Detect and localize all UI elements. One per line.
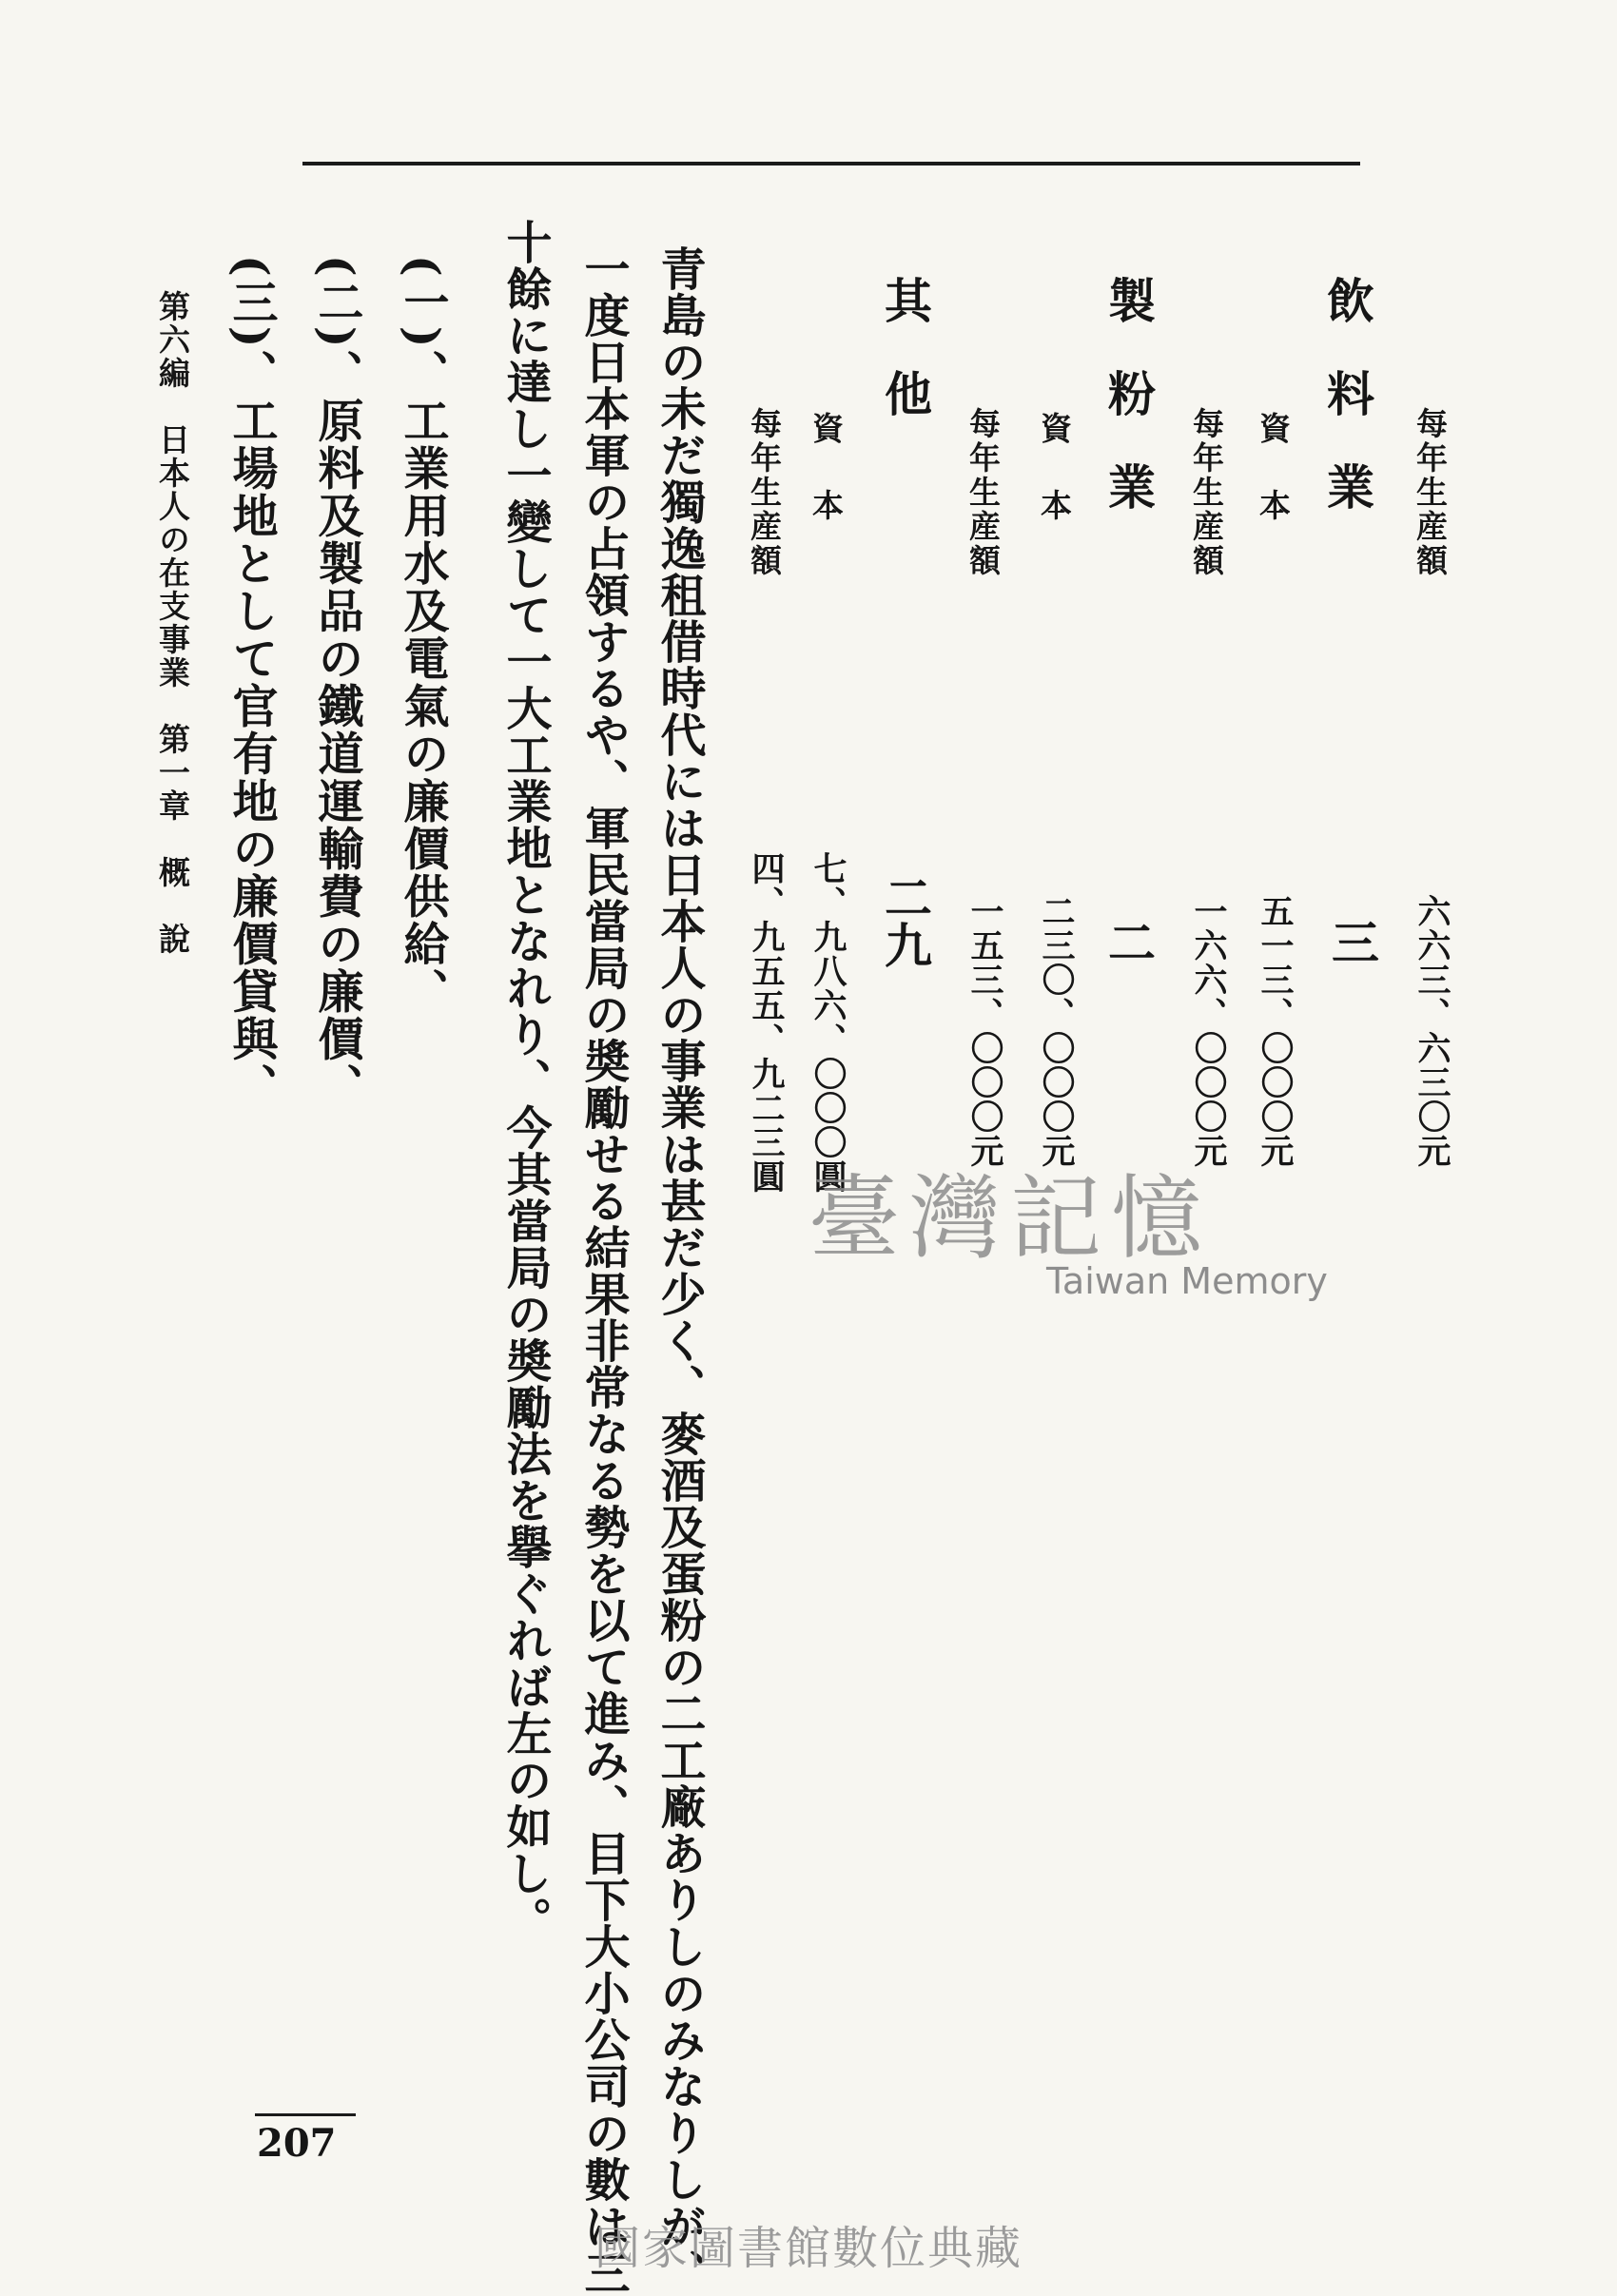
label-annual-production: 每年生産額 xyxy=(1412,407,1449,578)
top-rule xyxy=(302,162,1360,165)
label-annual-production: 每年生産額 xyxy=(964,407,1002,578)
value-count: 二 xyxy=(1101,918,1157,965)
value-annual-production: 六六三、六三〇元 xyxy=(1412,894,1451,1168)
industry-title-beverage: 飲料業 xyxy=(1319,276,1375,555)
library-watermark: 國家圖書館數位典藏 xyxy=(594,2222,1023,2275)
page-number-rule xyxy=(255,2113,356,2116)
label-annual-production: 每年生産額 xyxy=(1188,407,1225,578)
industry-title-flour: 製粉業 xyxy=(1101,276,1157,555)
value-capital: 七、九八六、〇〇〇圓 xyxy=(808,851,847,1194)
body-text-line: 青島の未だ獨逸租借時代には日本人の事業は甚だ少く、麥酒及蛋粉の二工廠ありしのみなりしが、 xyxy=(653,245,706,2296)
watermark-subtitle: Taiwan Memory xyxy=(1046,1260,1328,1302)
list-item: (二)、原料及製品の鐵道運輸費の廉價、 xyxy=(310,255,363,1111)
list-item: (一)、工業用水及電氣の廉價供給、 xyxy=(396,255,449,1016)
value-annual-production: 一五三、〇〇〇元 xyxy=(965,894,1004,1168)
label-capital: 資本 xyxy=(808,412,845,566)
body-text-line: 一度日本軍の占領するや、軍民當局の奬勵せる結果非常なる勢を以て進み、目下大小公司の數は三 xyxy=(576,245,630,2296)
list-item: (三)、工場地として官有地の廉價貸與、 xyxy=(224,255,278,1111)
running-footer: 第六編 日本人の在支事業 第一章 概 說 xyxy=(154,290,191,956)
label-annual-production: 每年生産額 xyxy=(746,407,783,578)
value-capital: 二三〇、〇〇〇元 xyxy=(1037,894,1076,1168)
value-annual-production: 一六六、〇〇〇元 xyxy=(1189,894,1228,1168)
value-annual-production: 四、九五五、九二三圓 xyxy=(747,851,786,1194)
watermark-logo: 臺灣記憶 xyxy=(808,1165,1212,1272)
industry-title-other: 其他 xyxy=(877,276,933,462)
page-number: 207 xyxy=(257,2121,337,2166)
label-capital: 資本 xyxy=(1255,412,1292,566)
value-count: 二九 xyxy=(877,873,933,968)
label-capital: 資本 xyxy=(1036,412,1073,566)
value-capital: 五一三、〇〇〇元 xyxy=(1256,894,1295,1168)
value-count: 三 xyxy=(1324,918,1380,965)
body-text-line: 十餘に達し一變して一大工業地となれり、今其當局の奬勵法を擧ぐれば左の如し。 xyxy=(498,219,552,1943)
